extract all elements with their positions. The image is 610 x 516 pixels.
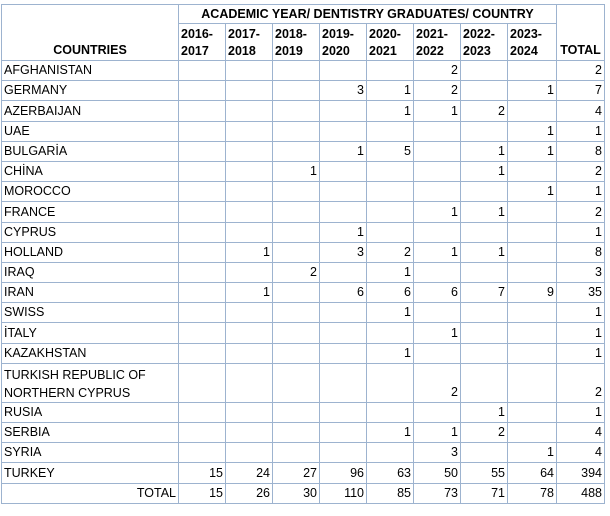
value-cell[interactable]: 9 (508, 283, 557, 303)
value-cell[interactable] (226, 443, 273, 463)
value-cell[interactable] (367, 222, 414, 242)
column-total-cell[interactable]: 73 (414, 483, 461, 503)
value-cell[interactable] (367, 443, 414, 463)
value-cell[interactable] (179, 242, 226, 262)
column-total-cell[interactable]: 110 (320, 483, 367, 503)
value-cell[interactable] (508, 303, 557, 323)
group-header-row (2, 5, 605, 24)
value-cell[interactable]: 1 (226, 242, 273, 262)
table-row (2, 202, 605, 222)
value-cell[interactable]: 1 (461, 202, 508, 222)
country-cell[interactable]: TURKISH REPUBLIC OF NORTHERN CYPRUS (2, 363, 179, 402)
country-cell[interactable]: AFGHANISTAN (2, 61, 179, 81)
value-cell[interactable] (508, 161, 557, 181)
value-cell[interactable] (179, 121, 226, 141)
value-cell[interactable] (320, 101, 367, 121)
value-cell[interactable] (273, 423, 320, 443)
value-cell[interactable] (320, 402, 367, 422)
year-start-label: 2016- (181, 27, 213, 41)
value-cell[interactable]: 55 (461, 463, 508, 483)
row-total-cell[interactable]: 3 (557, 262, 605, 282)
table-row (2, 323, 605, 343)
value-cell[interactable] (179, 423, 226, 443)
year-header-cell[interactable] (461, 24, 508, 61)
value-cell[interactable] (226, 303, 273, 323)
country-cell[interactable]: MOROCCO (2, 182, 179, 202)
table-row (2, 463, 605, 483)
value-cell[interactable]: 1 (367, 262, 414, 282)
country-cell[interactable]: AZERBAIJAN (2, 101, 179, 121)
row-total-cell[interactable]: 2 (557, 61, 605, 81)
row-total-cell[interactable]: 4 (557, 101, 605, 121)
value-cell[interactable]: 96 (320, 463, 367, 483)
table-body (2, 61, 605, 484)
value-cell[interactable] (508, 222, 557, 242)
table-row (2, 182, 605, 202)
value-cell[interactable] (414, 262, 461, 282)
value-cell[interactable]: 27 (273, 463, 320, 483)
value-cell[interactable]: 2 (273, 262, 320, 282)
row-total-cell[interactable]: 1 (557, 323, 605, 343)
value-cell[interactable]: 3 (320, 242, 367, 262)
value-cell[interactable] (179, 81, 226, 101)
country-cell[interactable]: HOLLAND (2, 242, 179, 262)
value-cell[interactable] (226, 81, 273, 101)
value-cell[interactable] (226, 101, 273, 121)
row-total-cell[interactable]: 1 (557, 343, 605, 363)
value-cell[interactable]: 1 (461, 242, 508, 262)
value-cell[interactable] (179, 363, 226, 402)
value-cell[interactable] (461, 262, 508, 282)
year-start-label: 2019- (322, 27, 354, 41)
value-cell[interactable]: 6 (414, 283, 461, 303)
country-cell[interactable]: GERMANY (2, 81, 179, 101)
value-cell[interactable] (179, 402, 226, 422)
value-cell[interactable] (273, 242, 320, 262)
year-start-label: 2017- (228, 27, 260, 41)
value-cell[interactable] (320, 202, 367, 222)
value-cell[interactable]: 1 (367, 81, 414, 101)
value-cell[interactable] (461, 363, 508, 402)
value-cell[interactable]: 6 (320, 283, 367, 303)
value-cell[interactable] (226, 262, 273, 282)
column-total-cell[interactable]: 85 (367, 483, 414, 503)
value-cell[interactable] (461, 61, 508, 81)
value-cell[interactable] (179, 161, 226, 181)
value-cell[interactable]: 1 (508, 182, 557, 202)
value-cell[interactable] (367, 323, 414, 343)
value-cell[interactable] (461, 323, 508, 343)
table-row (2, 262, 605, 282)
year-end-label: 2020 (322, 44, 350, 58)
year-header-cell[interactable] (226, 24, 273, 61)
row-total-cell[interactable]: 2 (557, 161, 605, 181)
value-cell[interactable] (226, 222, 273, 242)
value-cell[interactable] (179, 141, 226, 161)
year-header-cell[interactable] (320, 24, 367, 61)
value-cell[interactable] (367, 161, 414, 181)
value-cell[interactable] (461, 121, 508, 141)
column-total-cell[interactable]: 71 (461, 483, 508, 503)
year-start-label: 2020- (369, 27, 401, 41)
value-cell[interactable] (273, 443, 320, 463)
country-cell[interactable]: BULGARİA (2, 141, 179, 161)
value-cell[interactable]: 1 (414, 202, 461, 222)
column-total-cell[interactable]: 78 (508, 483, 557, 503)
value-cell[interactable]: 15 (179, 463, 226, 483)
value-cell[interactable]: 2 (367, 242, 414, 262)
value-cell[interactable] (179, 61, 226, 81)
table-row (2, 101, 605, 121)
year-header-cell[interactable] (508, 24, 557, 61)
value-cell[interactable]: 1 (508, 443, 557, 463)
value-cell[interactable] (461, 81, 508, 101)
value-cell[interactable] (273, 141, 320, 161)
graduates-table (1, 4, 605, 504)
row-total-cell[interactable]: 394 (557, 463, 605, 483)
row-total-cell[interactable]: 35 (557, 283, 605, 303)
country-cell[interactable]: FRANCE (2, 202, 179, 222)
country-cell[interactable]: SYRIA (2, 443, 179, 463)
value-cell[interactable] (508, 402, 557, 422)
year-end-label: 2024 (510, 44, 538, 58)
year-start-label: 2018- (275, 27, 307, 41)
value-cell[interactable] (226, 402, 273, 422)
value-cell[interactable]: 2 (461, 101, 508, 121)
table-row (2, 443, 605, 463)
value-cell[interactable]: 1 (367, 303, 414, 323)
value-cell[interactable] (508, 101, 557, 121)
group-title: ACADEMIC YEAR/ DENTISTRY GRADUATES/ COUNTRY (201, 7, 534, 21)
value-cell[interactable]: 1 (414, 101, 461, 121)
row-total-cell[interactable]: 2 (557, 363, 605, 402)
value-cell[interactable]: 2 (461, 423, 508, 443)
value-cell[interactable] (273, 202, 320, 222)
value-cell[interactable] (508, 363, 557, 402)
value-cell[interactable] (226, 61, 273, 81)
value-cell[interactable] (320, 323, 367, 343)
row-total-cell[interactable]: 2 (557, 202, 605, 222)
value-cell[interactable] (226, 182, 273, 202)
column-total-cell[interactable]: 15 (179, 483, 226, 503)
totals-row (2, 483, 605, 503)
value-cell[interactable] (367, 61, 414, 81)
value-cell[interactable] (367, 363, 414, 402)
value-cell[interactable]: 5 (367, 141, 414, 161)
value-cell[interactable] (226, 363, 273, 402)
value-cell[interactable]: 1 (367, 343, 414, 363)
value-cell[interactable]: 1 (367, 101, 414, 121)
value-cell[interactable] (414, 182, 461, 202)
total-header-label: TOTAL (560, 43, 601, 57)
value-cell[interactable]: 1 (461, 161, 508, 181)
value-cell[interactable] (461, 182, 508, 202)
year-start-label: 2021- (416, 27, 448, 41)
row-total-cell[interactable]: 8 (557, 141, 605, 161)
value-cell[interactable]: 2 (414, 363, 461, 402)
value-cell[interactable]: 1 (461, 141, 508, 161)
value-cell[interactable]: 1 (414, 242, 461, 262)
row-total-cell[interactable]: 1 (557, 303, 605, 323)
value-cell[interactable] (320, 262, 367, 282)
row-total-cell[interactable]: 1 (557, 121, 605, 141)
value-cell[interactable]: 1 (320, 141, 367, 161)
value-cell[interactable] (226, 202, 273, 222)
row-total-cell[interactable]: 7 (557, 81, 605, 101)
value-cell[interactable] (508, 323, 557, 343)
row-total-cell[interactable]: 8 (557, 242, 605, 262)
value-cell[interactable] (414, 402, 461, 422)
value-cell[interactable]: 1 (226, 283, 273, 303)
value-cell[interactable] (273, 402, 320, 422)
value-cell[interactable] (414, 141, 461, 161)
value-cell[interactable] (273, 323, 320, 343)
value-cell[interactable] (320, 61, 367, 81)
year-header-cell[interactable] (414, 24, 461, 61)
value-cell[interactable] (179, 182, 226, 202)
value-cell[interactable]: 1 (320, 222, 367, 242)
value-cell[interactable]: 6 (367, 283, 414, 303)
value-cell[interactable] (461, 222, 508, 242)
value-cell[interactable] (414, 222, 461, 242)
value-cell[interactable] (320, 161, 367, 181)
country-cell[interactable]: SWISS (2, 303, 179, 323)
value-cell[interactable] (273, 81, 320, 101)
value-cell[interactable] (179, 262, 226, 282)
table-row (2, 283, 605, 303)
value-cell[interactable] (320, 363, 367, 402)
value-cell[interactable] (273, 222, 320, 242)
row-total-cell[interactable]: 4 (557, 443, 605, 463)
year-start-label: 2023- (510, 27, 542, 41)
value-cell[interactable]: 1 (508, 121, 557, 141)
country-cell[interactable]: İTALY (2, 323, 179, 343)
value-cell[interactable] (273, 182, 320, 202)
value-cell[interactable] (226, 423, 273, 443)
table-row (2, 222, 605, 242)
value-cell[interactable] (179, 101, 226, 121)
value-cell[interactable]: 3 (414, 443, 461, 463)
table-row (2, 121, 605, 141)
value-cell[interactable] (508, 202, 557, 222)
value-cell[interactable]: 1 (367, 423, 414, 443)
year-start-label: 2022- (463, 27, 495, 41)
totals-label-cell[interactable]: TOTAL (2, 483, 179, 503)
value-cell[interactable] (367, 182, 414, 202)
value-cell[interactable] (461, 343, 508, 363)
table-row (2, 423, 605, 443)
value-cell[interactable]: 63 (367, 463, 414, 483)
row-total-cell[interactable]: 1 (557, 222, 605, 242)
country-cell[interactable]: TURKEY (2, 463, 179, 483)
year-end-label: 2018 (228, 44, 256, 58)
value-cell[interactable] (508, 343, 557, 363)
table-row (2, 303, 605, 323)
countries-header-label: COUNTRIES (53, 43, 127, 57)
value-cell[interactable] (179, 303, 226, 323)
value-cell[interactable] (179, 283, 226, 303)
value-cell[interactable] (461, 443, 508, 463)
value-cell[interactable] (320, 423, 367, 443)
value-cell[interactable]: 1 (273, 161, 320, 181)
value-cell[interactable] (367, 121, 414, 141)
table-row (2, 81, 605, 101)
value-cell[interactable]: 7 (461, 283, 508, 303)
value-cell[interactable] (320, 343, 367, 363)
value-cell[interactable] (226, 323, 273, 343)
table-row (2, 343, 605, 363)
table-row (2, 141, 605, 161)
year-end-label: 2023 (463, 44, 491, 58)
country-cell[interactable]: RUSIA (2, 402, 179, 422)
value-cell[interactable]: 24 (226, 463, 273, 483)
value-cell[interactable] (414, 303, 461, 323)
value-cell[interactable] (508, 262, 557, 282)
value-cell[interactable]: 64 (508, 463, 557, 483)
value-cell[interactable] (273, 363, 320, 402)
year-header-cell[interactable] (367, 24, 414, 61)
value-cell[interactable] (226, 343, 273, 363)
value-cell[interactable] (414, 343, 461, 363)
total-header-cell[interactable] (557, 5, 605, 61)
value-cell[interactable]: 1 (508, 81, 557, 101)
table-row (2, 161, 605, 181)
value-cell[interactable] (273, 121, 320, 141)
value-cell[interactable] (508, 423, 557, 443)
row-total-cell[interactable]: 1 (557, 402, 605, 422)
value-cell[interactable] (179, 202, 226, 222)
value-cell[interactable] (367, 202, 414, 222)
value-cell[interactable] (367, 402, 414, 422)
value-cell[interactable] (273, 283, 320, 303)
year-header-cell[interactable] (179, 24, 226, 61)
column-total-cell[interactable]: 26 (226, 483, 273, 503)
year-end-label: 2019 (275, 44, 303, 58)
year-end-label: 2022 (416, 44, 444, 58)
value-cell[interactable] (226, 121, 273, 141)
country-cell[interactable]: KAZAKHSTAN (2, 343, 179, 363)
table-row (2, 61, 605, 81)
value-cell[interactable] (179, 343, 226, 363)
value-cell[interactable] (273, 61, 320, 81)
value-cell[interactable] (414, 161, 461, 181)
value-cell[interactable] (320, 443, 367, 463)
value-cell[interactable] (179, 222, 226, 242)
value-cell[interactable]: 2 (414, 81, 461, 101)
value-cell[interactable]: 1 (414, 423, 461, 443)
value-cell[interactable] (226, 141, 273, 161)
value-cell[interactable] (273, 303, 320, 323)
row-total-cell[interactable]: 4 (557, 423, 605, 443)
table-row (2, 402, 605, 422)
country-cell[interactable]: CYPRUS (2, 222, 179, 242)
value-cell[interactable]: 1 (414, 323, 461, 343)
country-cell[interactable]: UAE (2, 121, 179, 141)
year-end-label: 2021 (369, 44, 397, 58)
year-end-label: 2017 (181, 44, 209, 58)
row-total-cell[interactable]: 1 (557, 182, 605, 202)
country-cell[interactable]: SERBIA (2, 423, 179, 443)
value-cell[interactable] (179, 323, 226, 343)
value-cell[interactable] (508, 242, 557, 262)
year-header-cell[interactable] (273, 24, 320, 61)
column-total-cell[interactable]: 30 (273, 483, 320, 503)
value-cell[interactable] (226, 161, 273, 181)
countries-header-cell[interactable] (2, 5, 179, 61)
country-cell[interactable]: IRAN (2, 283, 179, 303)
value-cell[interactable] (320, 303, 367, 323)
value-cell[interactable]: 1 (508, 141, 557, 161)
value-cell[interactable] (508, 61, 557, 81)
table-row (2, 363, 605, 402)
value-cell[interactable] (461, 303, 508, 323)
value-cell[interactable] (179, 443, 226, 463)
spreadsheet (1, 4, 605, 504)
table-row (2, 242, 605, 262)
value-cell[interactable]: 3 (320, 81, 367, 101)
country-cell[interactable]: IRAQ (2, 262, 179, 282)
value-cell[interactable] (320, 182, 367, 202)
value-cell[interactable] (414, 121, 461, 141)
value-cell[interactable]: 2 (414, 61, 461, 81)
value-cell[interactable] (320, 121, 367, 141)
value-cell[interactable] (273, 343, 320, 363)
value-cell[interactable]: 50 (414, 463, 461, 483)
grand-total-cell[interactable]: 488 (557, 483, 605, 503)
group-title-cell[interactable] (179, 5, 557, 24)
value-cell[interactable] (273, 101, 320, 121)
value-cell[interactable]: 1 (461, 402, 508, 422)
country-cell[interactable]: CHİNA (2, 161, 179, 181)
